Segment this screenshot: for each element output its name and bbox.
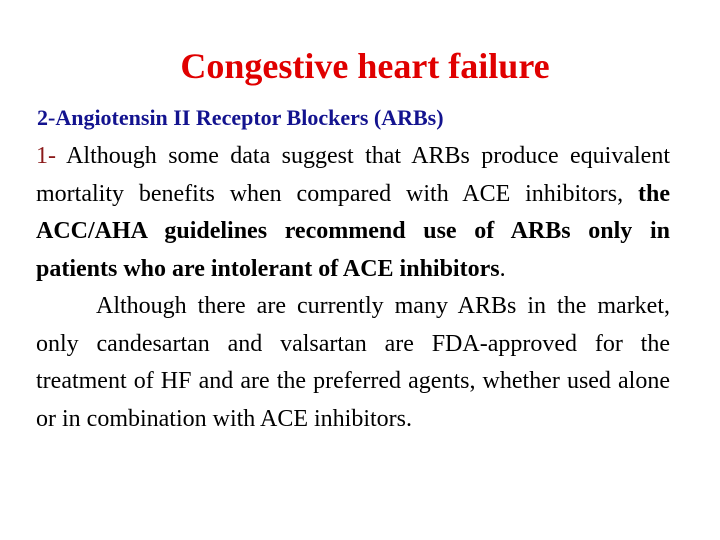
body-text <box>36 138 670 438</box>
paragraph-2: Although there are currently many ARBs in the market, only candesartan and valsartan are FDA-approved for the treatment of HF and are the preferred agents, whether used alone or in combination with ACE inhibitors. <box>36 293 670 432</box>
paragraph-1-emphasis: the ACC/AHA guidelines recommend use of ARBs only in patients who are intolerant of ACE inhibitors <box>36 180 670 282</box>
paragraph-1-text: Although some data suggest that ARBs produce equivalent mortality benefits when compared with ACE inhibitors, <box>36 143 670 207</box>
paragraph-1 <box>36 138 670 288</box>
section-heading: 2-Angiotensin II Receptor Blockers (ARBs) <box>37 105 444 130</box>
slide-title: Congestive heart failure <box>180 46 550 86</box>
list-number: 1- <box>36 143 56 169</box>
paragraph-1-end: . <box>499 255 506 282</box>
